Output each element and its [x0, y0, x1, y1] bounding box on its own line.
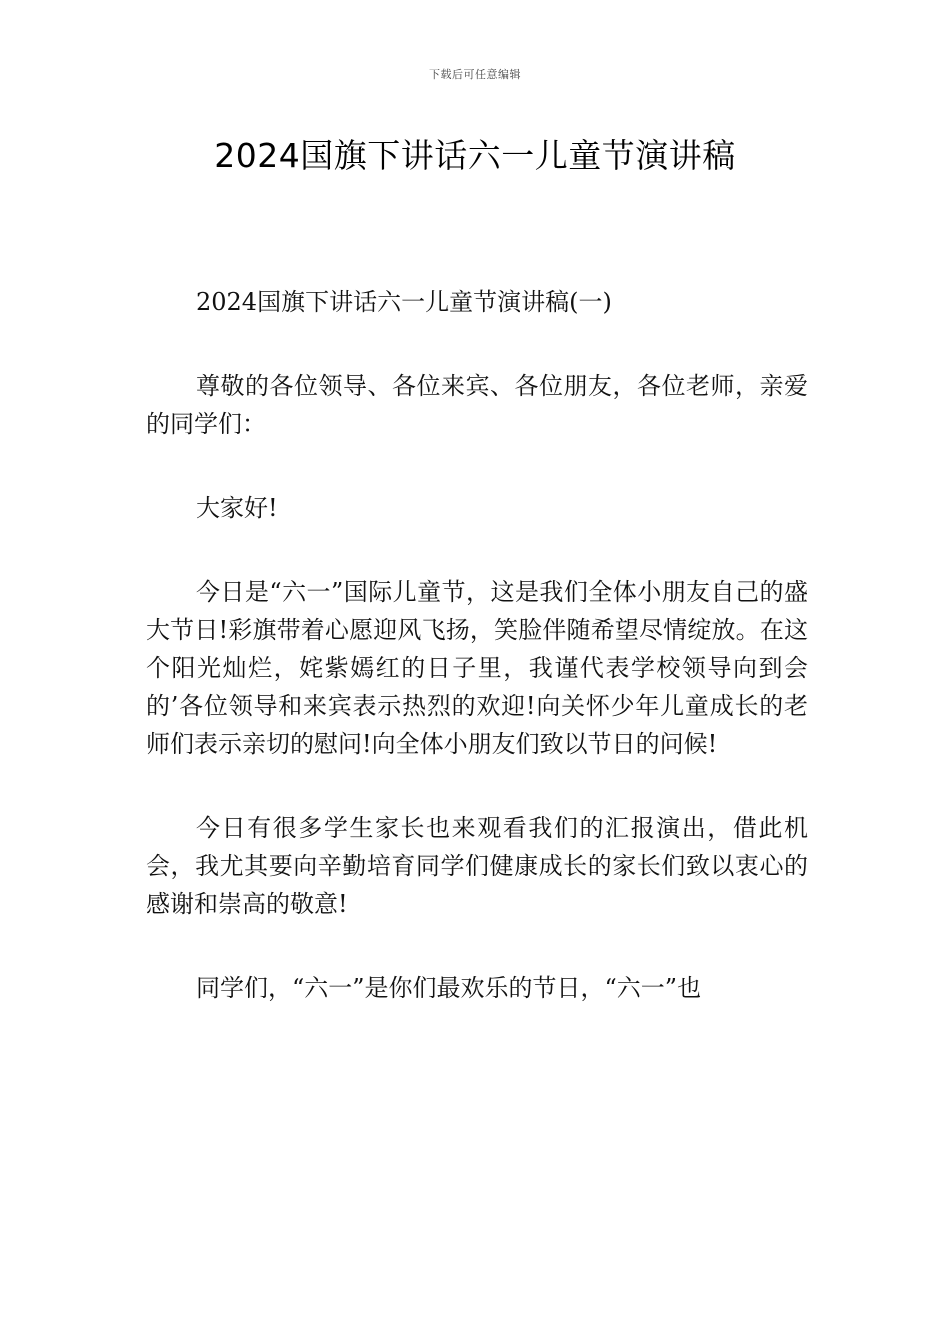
- header-note: 下载后可任意编辑: [429, 68, 521, 81]
- paragraph-salutation: 尊敬的各位领导、各位来宾、各位朋友，各位老师，亲爱的同学们：: [146, 372, 808, 438]
- paragraph-body-3: 同学们，“六一”是你们最欢乐的节日，“六一”也: [196, 974, 702, 1002]
- page-title: 2024国旗下讲话六一儿童节演讲稿: [214, 136, 736, 175]
- paragraph-body-2: 今日有很多学生家长也来观看我们的汇报演出，借此机会，我尤其要向辛勤培育同学们健康成长的家长们致以衷心的感谢和崇高的敬意!: [146, 814, 808, 918]
- paragraph-body-1: 今日是“六一”国际儿童节，这是我们全体小朋友自己的盛大节日!彩旗带着心愿迎风飞扬，笑脸伴随希望尽情绽放。在这个阳光灿烂，姹紫嫣红的日子里，我谨代表学校领导向到会的’各位领导和来宾表示热烈的欢迎!向关怀少年儿童成长的老师们表示亲切的慰问!向全体小朋友们致以节日的问候!: [146, 578, 808, 758]
- document-body: [146, 283, 808, 1053]
- paragraph-greeting: 大家好!: [196, 494, 278, 522]
- paragraph-subtitle: 2024国旗下讲话六一儿童节演讲稿(一): [196, 288, 612, 316]
